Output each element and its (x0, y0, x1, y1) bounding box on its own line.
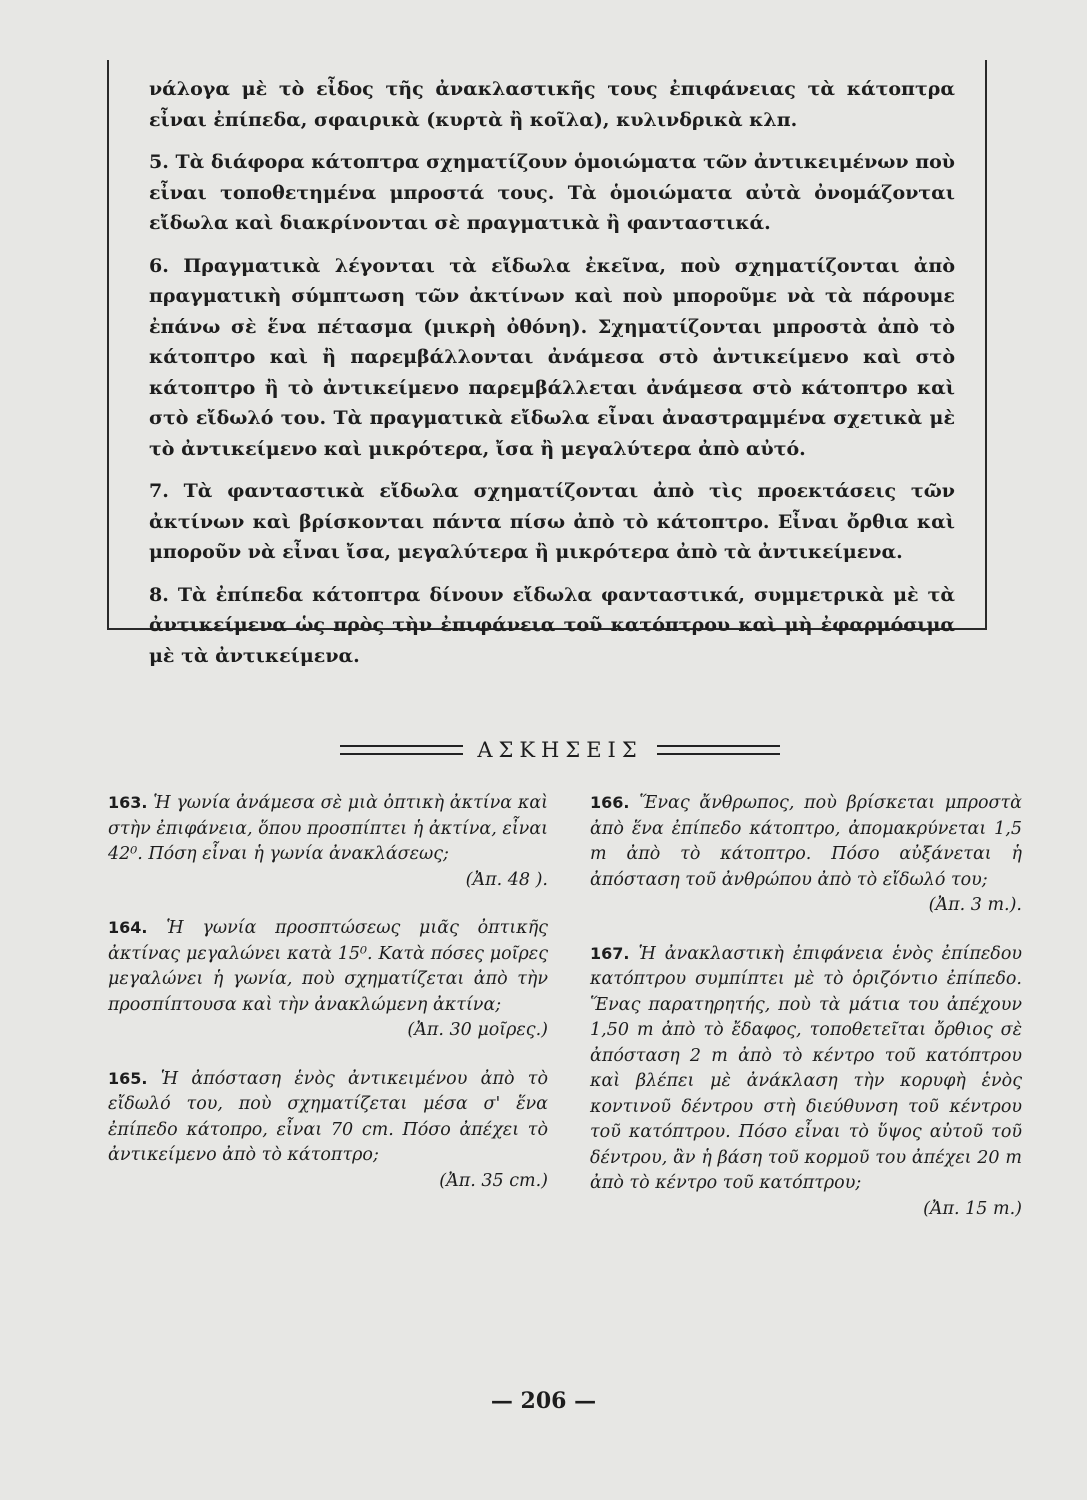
double-rule-right (657, 745, 780, 755)
double-rule-left (340, 745, 463, 755)
summary-lead: νάλογα μὲ τὸ εἶδος τῆς ἀνακλαστικῆς τους ἐπιφάνειας τὰ κάτοπτρα εἶναι ἐπίπεδα, σφαιρικὰ (κυρτὰ ἢ κοῖλα), κυλινδρικὰ κλπ. (149, 78, 955, 131)
exercise-answer: (Ἀπ. 3 m.). (928, 895, 1022, 915)
summary-box (107, 60, 987, 667)
exercise-number: 165. (108, 1068, 148, 1088)
exercises-header (340, 735, 780, 765)
exercise-165 (108, 1066, 548, 1195)
exercises-right-column (590, 790, 1022, 1244)
exercise-text: Ἡ ἀνακλαστικὴ ἐπιφάνεια ἑνὸς ἐπίπεδου κατόπτρου συμπίπτει μὲ τὸ ὁριζόντιο ἐπίπεδο. Ἕνας παρατηρητής, ποὺ τὰ μάτια του ἀπέχουν 1,50 m ἀπὸ τὸ ἔδαφος, τοποθετεῖται ὄρθιος σὲ ἀπόσταση 2 m ἀπὸ τὸ κέντρο τοῦ κατόπτρου καὶ βλέπει μὲ ἀνάκλαση τὴν κορυφὴ ἑνὸς κοντινοῦ δέντρου στὴ διεύθυνση τοῦ κέντρου τοῦ κατόπτρου. Πόσο εἶναι τὸ ὕψος αὐτοῦ τοῦ δέντρου, ἂν ἡ βάση τοῦ κορμοῦ του ἀπέχει 20 m ἀπὸ τὸ κέντρο τοῦ κατόπτρου; (590, 943, 1022, 1193)
exercise-163 (108, 790, 548, 893)
exercise-text: Ἡ γωνία προσπτώσεως μιᾶς ὀπτικῆς ἀκτίνας μεγαλώνει κατὰ 15⁰. Κατὰ πόσες μοῖρες μεγαλώνει ἡ γωνία, ποὺ σχηματίζεται ἀπὸ τὴν προσπίπτουσα καὶ τὴν ἀνακλώμενη ἀκτίνα; (108, 918, 548, 1015)
exercise-number: 164. (108, 918, 148, 937)
exercise-number: 163. (108, 793, 148, 812)
exercise-164 (108, 915, 548, 1044)
summary-item-5: 5. Τὰ διάφορα κάτοπτρα σχηματίζουν ὁμοιώματα τῶν ἀντικειμένων ποὺ εἶναι τοποθετημένα μπροστά τους. Τὰ ὁμοιώματα αὐτὰ ὀνομάζονται εἴδωλα καὶ διακρίνονται σὲ πραγματικὰ ἢ φανταστικά. (149, 151, 955, 234)
exercises-title: ΑΣΚΗΣΕΙΣ (477, 738, 643, 762)
page-number: — 206 — (490, 1388, 597, 1414)
summary-item-7: 7. Τὰ φανταστικὰ εἴδωλα σχηματίζονται ἀπὸ τὶς προεκτάσεις τῶν ἀκτίνων καὶ βρίσκονται πάντα πίσω ἀπὸ τὸ κάτοπτρο. Εἶναι ὄρθια καὶ μποροῦν νὰ εἶναι ἴσα, μεγαλύτερα ἢ μικρότερα ἀπὸ τὰ ἀντικείμενα. (149, 480, 955, 563)
exercise-answer: (Ἀπ. 30 μοῖρες.) (407, 1020, 548, 1040)
exercise-text: Ἡ ἀπόσταση ἑνὸς ἀντικειμένου ἀπὸ τὸ εἴδωλό του, ποὺ σχηματίζεται μέσα σ' ἕνα ἐπίπεδο κάτοπρο, εἶναι 70 cm. Πόσο ἀπέχει τὸ ἀντικείμενο ἀπὸ τὸ κάτοπτρο; (108, 1068, 548, 1165)
exercises-left-column (108, 790, 548, 1216)
exercise-answer: (Ἀπ. 35 cm.) (439, 1170, 548, 1191)
exercise-166 (590, 790, 1022, 919)
exercise-number: 166. (590, 793, 630, 812)
exercise-answer: (Ἀπ. 15 m.) (923, 1198, 1022, 1219)
exercise-number: 167. (590, 943, 630, 963)
summary-item-6: 6. Πραγματικὰ λέγονται τὰ εἴδωλα ἐκεῖνα, ποὺ σχηματίζονται ἀπὸ πραγματικὴ σύμπτωση τῶν ἀκτίνων καὶ ποὺ μποροῦμε νὰ τὰ πάρουμε ἐπάνω σὲ ἕνα πέτασμα (μικρὴ ὀθόνη). Σχηματίζονται μπροστὰ ἀπὸ τὸ κάτοπτρο καὶ ἢ παρεμβάλλονται ἀνάμεσα στὸ ἀντικείμενο καὶ στὸ κάτοπτρο ἢ τὸ ἀντικείμενο παρεμβάλλεται ἀνάμεσα στὸ κάτοπτρο καὶ στὸ εἴδωλό του. Τὰ πραγματικὰ εἴδωλα εἶναι ἀναστραμμένα σχετικὰ μὲ τὸ ἀντικείμενο καὶ μικρότερα, ἴσα ἢ μεγαλύτερα ἀπὸ αὐτό. (149, 254, 955, 460)
exercise-167 (590, 941, 1022, 1223)
summary-item-8: 8. Τὰ ἐπίπεδα κάτοπτρα δίνουν εἴδωλα φανταστικά, συμμετρικὰ μὲ τὰ ἀντικείμενα ὡς πρὸς τὴν ἐπιφάνεια τοῦ κατόπτρου καὶ μὴ ἐφαρμόσιμα μὲ τὰ ἀντικείμενα. (149, 583, 955, 667)
exercise-text: Ἡ γωνία ἀνάμεσα σὲ μιὰ ὀπτικὴ ἀκτίνα καὶ στὴν ἐπιφάνεια, ὅπου προσπίπτει ἡ ἀκτίνα, εἶναι 42⁰. Πόση εἶναι ἡ γωνία ἀνακλάσεως; (108, 793, 548, 864)
exercise-text: Ἕνας ἄνθρωπος, ποὺ βρίσκεται μπροστὰ ἀπὸ ἕνα ἐπίπεδο κάτοπτρο, ἀπομακρύνεται 1,5 m ἀπὸ τὸ κάτοπτρο. Πόσο αὐξάνεται ἡ ἀπόσταση τοῦ ἀνθρώπου ἀπὸ τὸ εἴδωλό του; (590, 793, 1022, 890)
exercise-answer: (Ἀπ. 48 ). (465, 869, 548, 890)
